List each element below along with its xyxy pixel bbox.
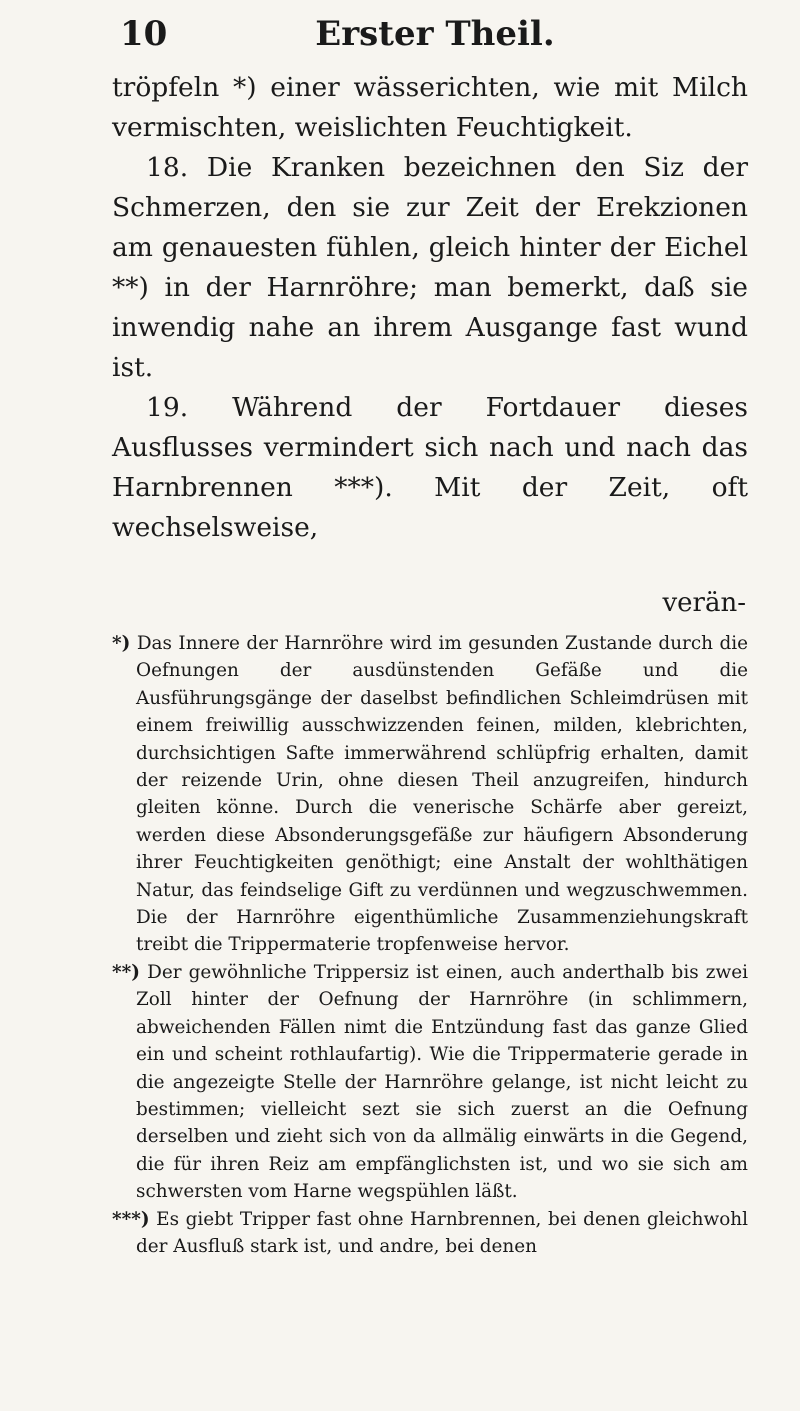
footnote-2	[112, 959, 748, 1206]
footnote-1	[112, 630, 748, 959]
running-head	[120, 14, 750, 64]
footnote-1-mark: *)	[112, 633, 131, 654]
paragraph-continuation: tröpfeln *) einer wässerichten, wie mit Milch vermischten, weislichten Feuchtigkeit.	[112, 72, 748, 143]
footnote-2-text: Der gewöhnliche Trippersiz ist einen, auch anderthalb bis zwei Zoll hinter der Oefnung der Harnröhre (in schlimmern, abweichenden Fällen nimt die Entzündung fast das ganze Glied ein und scheint rothlaufartig). Wie die Trippermaterie gerade in die angezeigte Stelle der Harnröhre gelange, ist nicht leicht zu bestimmen; vielleicht sezt sie sich zuerst an die Oefnung derselben und zieht sich von da allmälig einwärts in die Gegend, die für ihren Reiz am empfänglichsten ist, und wo sie sich am schwersten vom Harne wegspühlen läßt.	[136, 961, 748, 1203]
footnote-2-mark: **)	[112, 961, 140, 983]
running-title: Erster Theil.	[315, 14, 555, 54]
paragraph-19: 19. Während der Fortdauer dieses Ausflusses vermindert sich nach und nach das Harnbrennen ***). Mit der Zeit, oft wechselsweise,	[112, 392, 748, 543]
footnote-3	[112, 1206, 748, 1261]
footnote-3-mark: ***)	[112, 1208, 150, 1230]
catchword: verän-	[662, 588, 746, 618]
footnotes	[112, 630, 748, 1260]
footnote-1-text: Das Innere der Harnröhre wird im gesunden Zustande durch die Oefnungen der ausdünstenden Gefäße und die Ausführungsgänge der daselbst befindlichen Schleimdrüsen mit einem freiwillig ausschwizzenden feinen, milden, klebrichten, durchsichtigen Safte immerwährend schlüpfrig erhalten, damit der reizende Urin, ohne diesen Theil anzugreifen, hindurch gleiten könne. Durch die venerische Schärfe aber gereizt, werden diese Absonderungsgefäße zur häufigern Absonderung ihrer Feuchtigkeiten genöthigt; eine Anstalt der wohlthätigen Natur, das feindselige Gift zu verdünnen und wegzuschwemmen. Die der Harnröhre eigenthümliche Zusammenziehungskraft treibt die Trippermaterie tropfenweise hervor.	[136, 633, 748, 956]
paragraph-18: 18. Die Kranken bezeichnen den Siz der Schmerzen, den sie zur Zeit der Erekzionen am genauesten fühlen, gleich hinter der Eichel **) in der Harnröhre; man bemerkt, daß sie inwendig nahe an ihrem Ausgange fast wund ist.	[112, 152, 748, 383]
main-text	[112, 68, 748, 548]
footnote-3-text: Es giebt Tripper fast ohne Harnbrennen, bei denen gleichwohl der Ausfluß stark ist, und andre, bei denen	[136, 1208, 748, 1257]
page-number: 10	[120, 14, 168, 54]
